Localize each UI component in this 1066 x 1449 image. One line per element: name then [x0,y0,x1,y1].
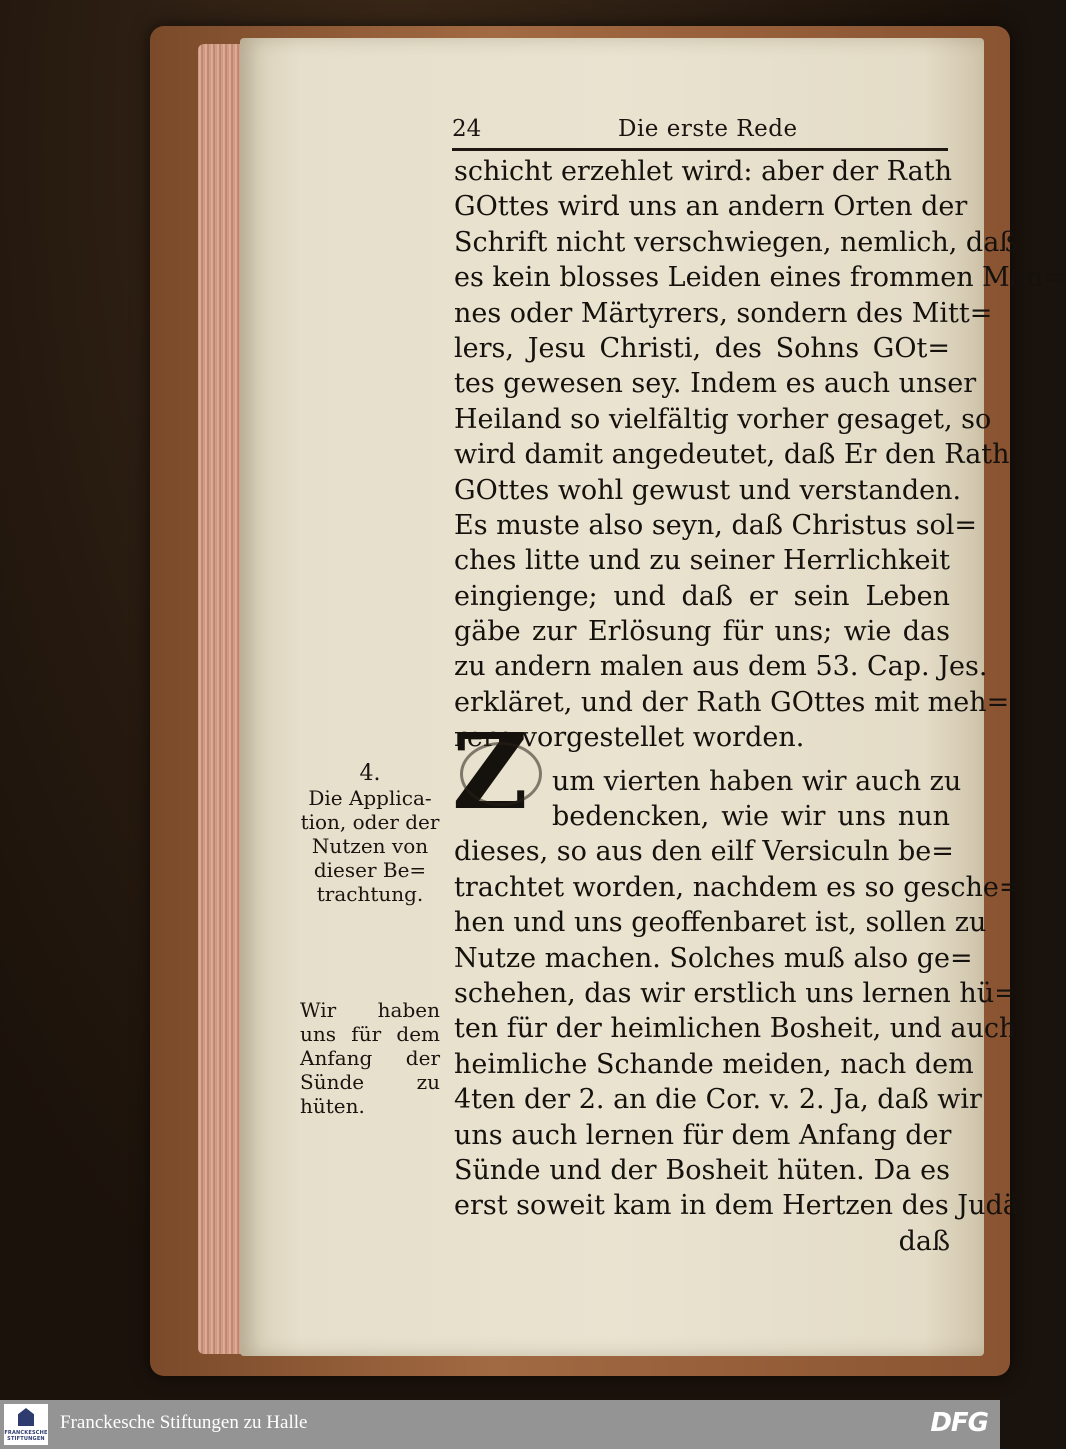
page-header [450,114,950,148]
text-line: eingienge; und daß er sein Leben [454,580,950,612]
text-line: uns auch lernen für dem Anfang der [454,1119,952,1151]
text-line: um vierten haben wir auch zu [552,765,962,797]
drop-cap-letter: Z [452,710,528,833]
section-number: 4. [359,761,381,786]
text-line: heimliche Schande meiden, nach dem [454,1048,974,1080]
page-number: 24 [452,116,482,142]
text-line: tes gewesen sey. Indem es auch unser [454,368,977,400]
text-line: Heiland so vielfältig vorher gesaget, so [454,403,992,435]
margin-note-line: hüten. [300,1094,365,1118]
text-line: erst soweit kam in dem Hertzen des Judä, [454,1190,1028,1222]
text-line: zu andern malen aus dem 53. Cap. Jes. [454,651,988,683]
text-line: trachtet worden, nachdem es so gesche= [454,871,1022,903]
margin-note-line: tion, oder der [300,810,440,834]
footer-bar [0,1400,1000,1449]
drop-cap-flourish [460,742,542,806]
text-line: rern vorgestellet worden. [454,722,805,754]
text-line: lers, Jesu Christi, des Sohns GOt= [454,332,950,364]
text-line: hen und uns geoffenbaret ist, sollen zu [454,907,987,939]
margin-note-line: trachtung. [316,882,424,906]
text-line: schicht erzehlet wird: aber der Rath [454,156,952,187]
institution-logo[interactable] [4,1404,48,1445]
margin-note-beginning-of-sin [300,998,440,1118]
catchword: daß [898,1225,950,1257]
margin-note-line: Die Applica- [308,786,432,810]
margin-note-line: dieser Be= [313,858,427,882]
text-line: wird damit angedeutet, daß Er den Rath [454,439,1010,471]
margin-note-line: Wir haben [300,998,440,1022]
margin-note-application [300,762,440,906]
running-head: Die erste Rede [618,116,798,142]
margin-note-line: uns für dem [300,1022,440,1046]
margin-note-line: Sünde zu [300,1070,440,1094]
logo-text: FRANCKESCHE STIFTUNGEN [4,1430,48,1442]
dfg-logo[interactable]: DFG [930,1408,988,1438]
text-line: Es muste also seyn, daß Christus sol= [454,509,977,541]
text-line: GOttes wohl gewust und verstanden. [454,474,962,506]
text-line: Schrift nicht verschwiegen, nemlich, daß [454,226,1018,258]
text-line: GOttes wird uns an andern Orten der [454,191,968,223]
text-line: bedencken, wie wir uns nun [552,801,950,833]
text-line: schehen, das wir erstlich uns lernen hü= [454,977,1017,1009]
institution-name: Franckesche Stiftungen zu Halle [60,1412,308,1433]
drop-cap [452,710,548,833]
text-line: ches litte und zu seiner Herrlichkeit [454,545,950,577]
text-line: gäbe zur Erlösung für uns; wie das [454,616,950,648]
text-line: nes oder Märtyrers, sondern des Mitt= [454,297,993,329]
main-text [454,154,1066,1259]
text-line: es kein blosses Leiden eines frommen Man= [454,262,1066,294]
text-line: erkläret, und der Rath GOttes mit meh= [454,686,1010,718]
margin-note-line: Anfang der [300,1046,440,1070]
text-line: Sünde und der Bosheit hüten. Da es [454,1154,950,1186]
margin-note-line: Nutzen von [311,834,429,858]
text-line: ten für der heimlichen Bosheit, und auch [454,1013,1017,1045]
text-line: dieses, so aus den eilf Versiculn be= [454,836,954,868]
header-rule [452,148,948,151]
text-line: Nutze machen. Solches muß also ge= [454,942,973,974]
text-line: 4ten der 2. an die Cor. v. 2. Ja, daß wir [454,1084,982,1116]
building-icon [18,1408,34,1426]
